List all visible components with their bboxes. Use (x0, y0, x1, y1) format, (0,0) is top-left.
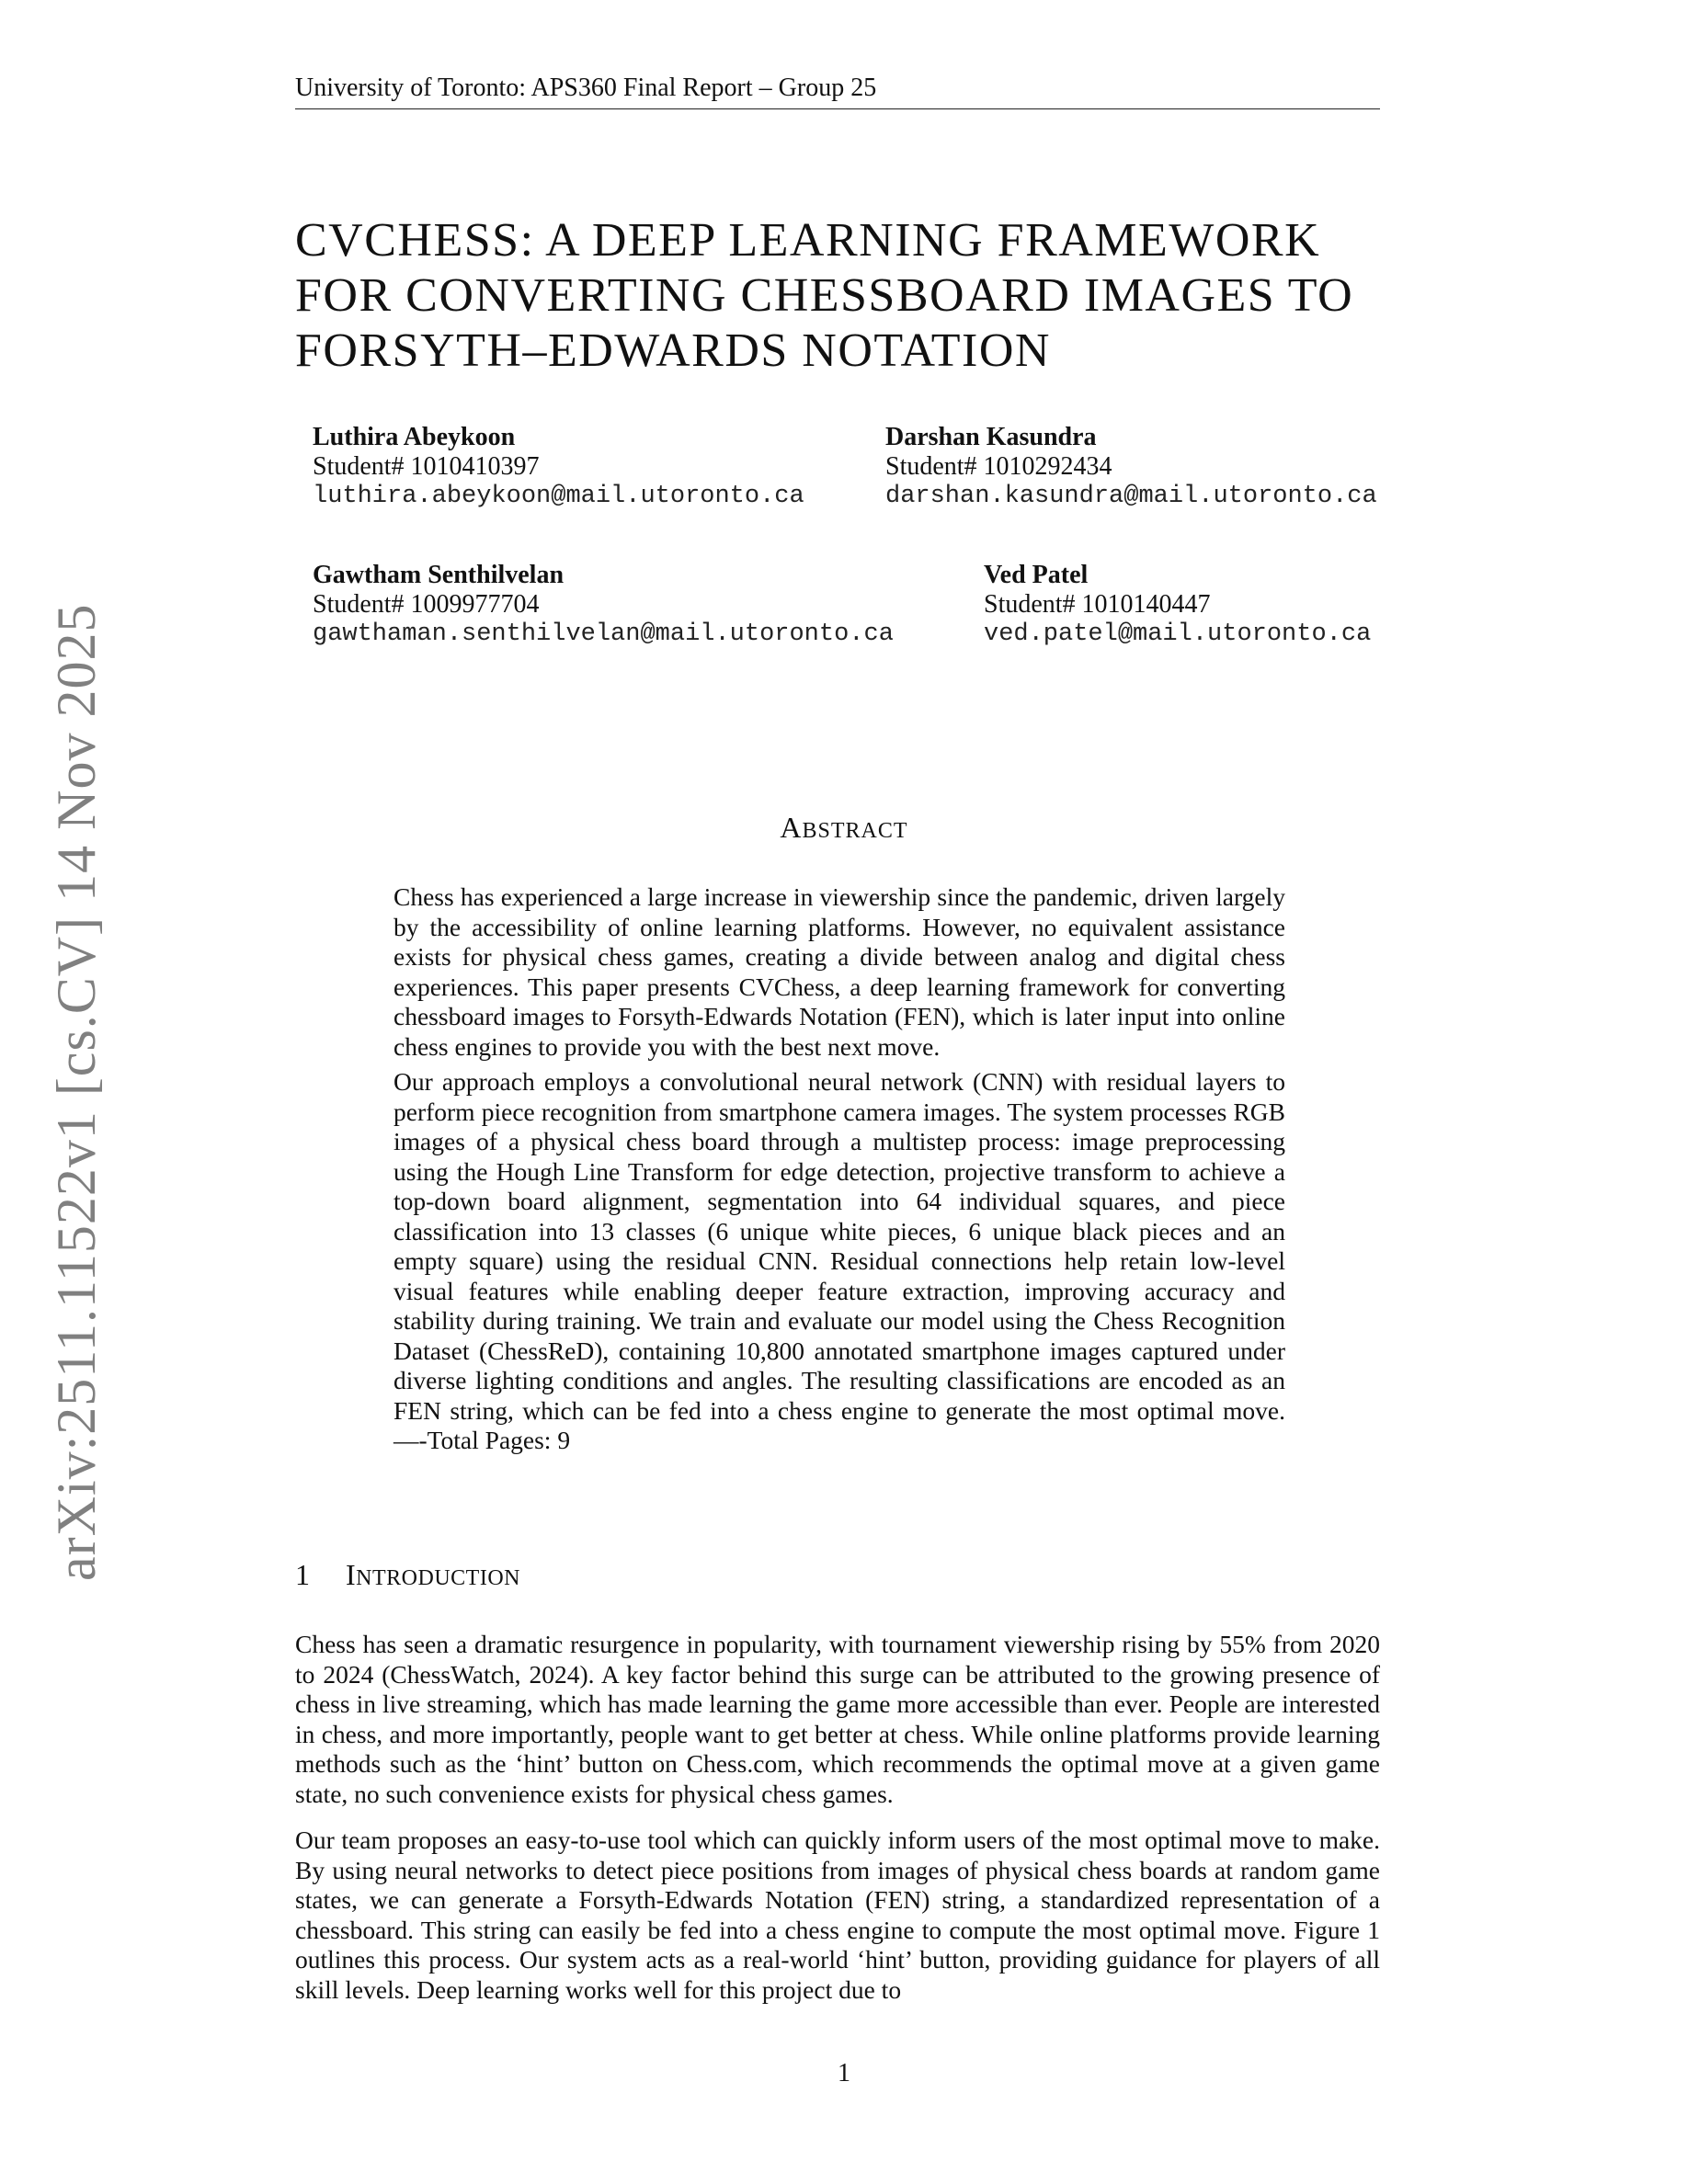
author-student-number: Student# 1009977704 (313, 590, 540, 619)
abstract-paragraph: Chess has experienced a large increase in viewership since the pandemic, driven largely by the accessibility of online learning platforms. However, no equivalent assistance exists for physical chess games, creating a divide between analog and digital chess experiences. This paper presents CVChess, a deep learning framework for converting chessboard images to Forsyth-Edwards Notation (FEN), which is later input into online chess engines to provide you with the best next move. (393, 882, 1285, 1061)
running-title: University of Toronto: APS360 Final Report – Group 25 (295, 74, 877, 102)
abstract-heading-rest: BSTRACT (802, 819, 908, 843)
abstract-paragraph: Our approach employs a convolutional neural network (CNN) with residual layers to perform piece recognition from smartphone camera images. The system processes RGB images of a physical chess board through a multistep process: image preprocessing using the Hough Line Transform for edge detection, projective transform to achieve a top-down board alignment, segmentation into 64 individual squares, and piece classification into 13 classes (6 unique white pieces, 6 unique black pieces and an empty square) using the residual CNN. Residual connections help retain low-level visual features while enabling deeper feature extraction, improving accuracy and stability during training. We train and evaluate our model using the Chess Recognition Dataset (ChessReD), containing 10,800 annotated smartphone images captured under diverse lighting conditions and angles. The resulting classifications are encoded as an FEN string, which can be fed into a chess engine to generate the most optimal move. —-Total Pages: 9 (393, 1067, 1285, 1454)
author-email: gawthaman.senthilvelan@mail.utoronto.ca (313, 620, 894, 648)
author-email: luthira.abeykoon@mail.utoronto.ca (313, 483, 804, 510)
author-name: Darshan Kasundra (885, 423, 1097, 451)
author-block-1 (313, 423, 804, 511)
author-block-2 (885, 423, 1377, 511)
author-name: Gawtham Senthilvelan (313, 561, 565, 589)
page-number: 1 (838, 2059, 850, 2087)
author-student-number: Student# 1010140447 (984, 590, 1211, 619)
author-email: ved.patel@mail.utoronto.ca (984, 620, 1372, 648)
author-student-number: Student# 1010410397 (313, 452, 540, 481)
section-heading-rest: NTRODUCTION (356, 1566, 520, 1590)
title-line-3: FORSYTH–EDWARDS NOTATION (295, 324, 1051, 377)
abstract-heading (0, 811, 1688, 847)
title-line-2: FOR CONVERTING CHESSBOARD IMAGES TO (295, 269, 1354, 322)
introduction-paragraph: Our team proposes an easy-to-use tool which can quickly inform users of the most optimal move to make. By using neural networks to detect piece positions from images of physical chess boards at random game states, we can generate a Forsyth-Edwards Notation (FEN) string, a standardized representation of a chessboard. This string can easily be fed into a chess engine to compute the most optimal move. Figure 1 outlines this process. Our system acts as a real-world ‘hint’ button, providing guidance for players of all skill levels. Deep learning works well for this project due to (295, 1826, 1380, 2004)
author-email: darshan.kasundra@mail.utoronto.ca (885, 483, 1377, 510)
author-block-4 (984, 561, 1371, 649)
section-number: 1 (295, 1558, 311, 1591)
title-line-1: CVCHESS: A DEEP LEARNING FRAMEWORK (295, 214, 1321, 267)
author-name: Ved Patel (984, 561, 1089, 589)
introduction-body (295, 1630, 1380, 2021)
paper-title (295, 213, 1389, 379)
section-heading-introduction (295, 1558, 520, 1595)
abstract-body (393, 882, 1285, 1462)
author-name: Luthira Abeykoon (313, 423, 516, 451)
abstract-heading-initial: A (780, 811, 803, 844)
author-block-3 (313, 561, 894, 649)
introduction-paragraph: Chess has seen a dramatic resurgence in popularity, with tournament viewership rising by 55% from 2020 to 2024 (ChessWatch, 2024). A key factor behind this surge can be attributed to the growing presence of chess in live streaming, which has made learning the game more accessible than ever. People are interested in chess, and more importantly, people want to get better at chess. While online platforms provide learning methods such as the ‘hint’ button on Chess.com, which recommends the optimal move at a given game state, no such convenience exists for physical chess games. (295, 1630, 1380, 1808)
author-student-number: Student# 1010292434 (885, 452, 1112, 481)
running-header (295, 72, 1380, 109)
arxiv-identifier-stamp: arXiv:2511.11522v1 [cs.CV] 14 Nov 2025 (46, 603, 107, 1581)
section-heading-initial: I (346, 1558, 357, 1591)
